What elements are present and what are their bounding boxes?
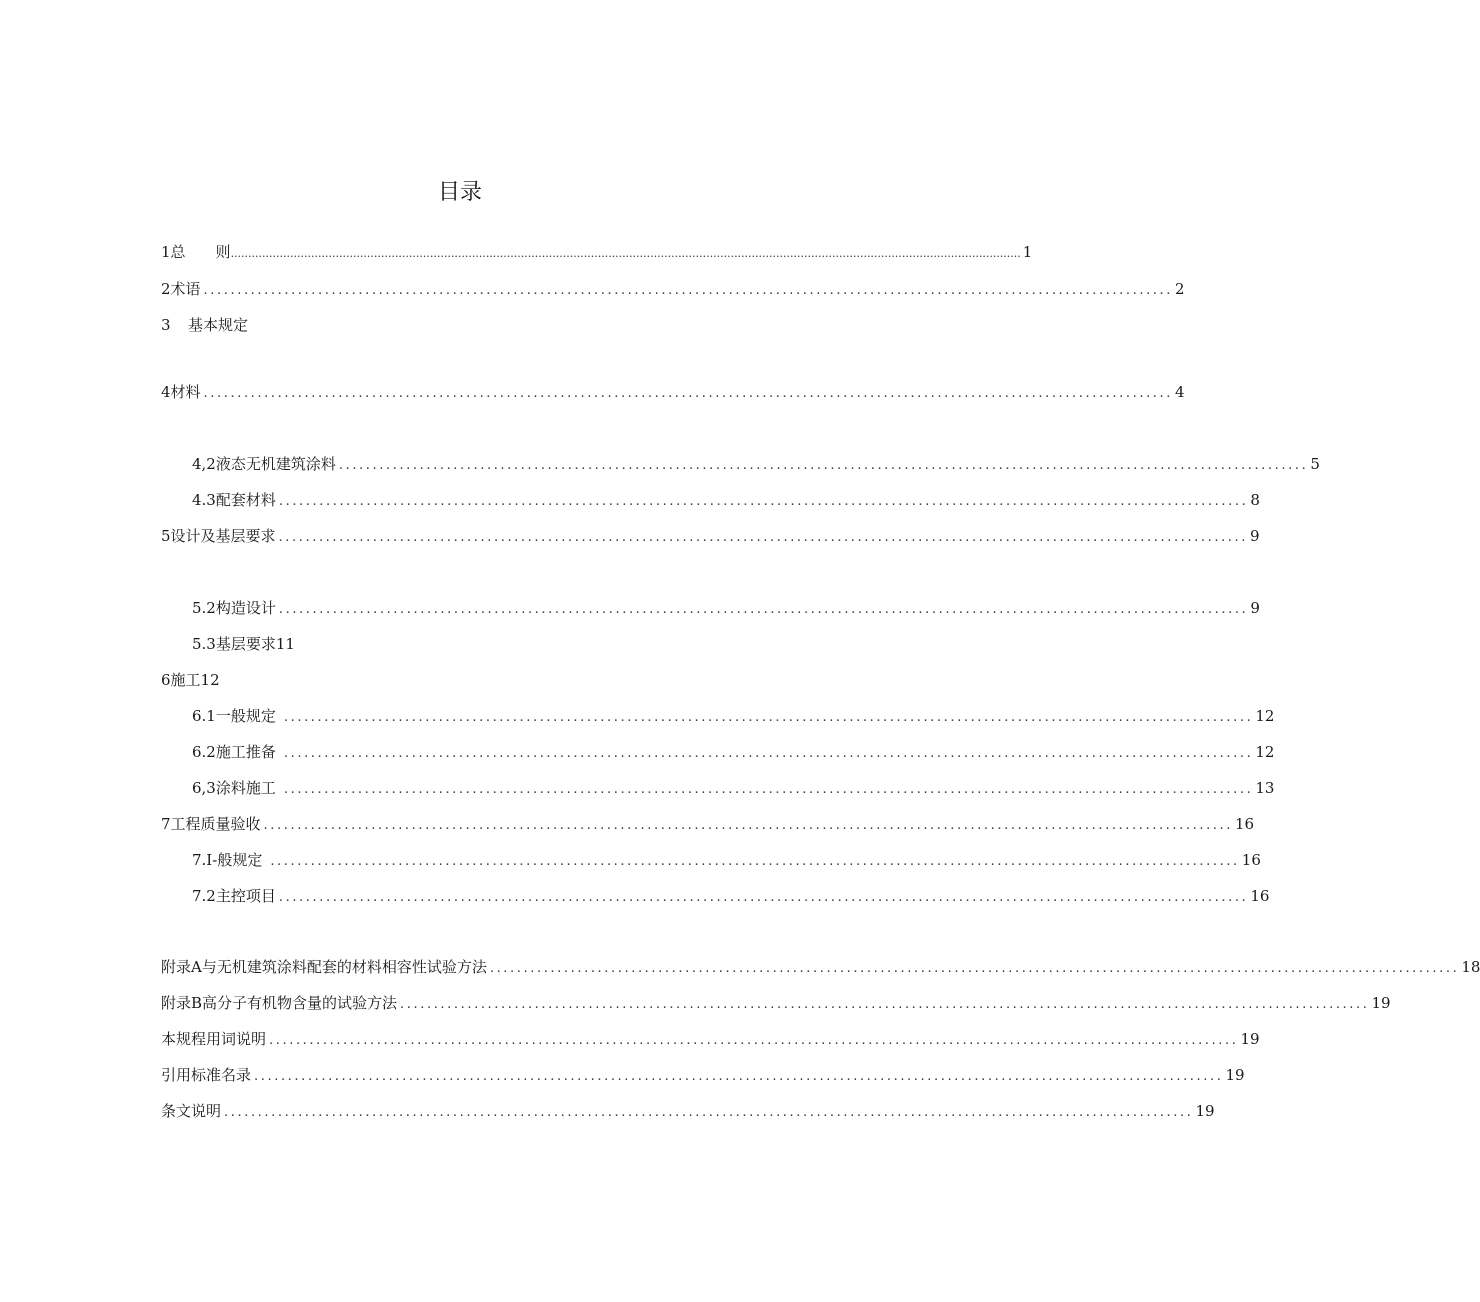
entry-label: 引用标准名录 xyxy=(161,1066,252,1084)
toc-entry[interactable] xyxy=(161,991,1391,1015)
toc-entry[interactable] xyxy=(161,1027,1260,1051)
entry-page: 19 xyxy=(1225,1066,1245,1084)
entry-label: 条文说明 xyxy=(161,1102,222,1120)
entry-page: 9 xyxy=(1250,599,1260,617)
entry-page: 5 xyxy=(1310,455,1320,473)
entry-page: 19 xyxy=(1240,1030,1260,1048)
dot-leader: ................................................................................................................................................ xyxy=(203,283,1174,298)
entry-number: 6.1 xyxy=(192,707,216,725)
entry-number: 6,3 xyxy=(192,779,216,797)
entry-number: 3 xyxy=(161,316,171,334)
toc-entry[interactable] xyxy=(161,955,1480,979)
entry-page: 12 xyxy=(1255,707,1275,725)
dot-leader: ................................................................................................................................................ xyxy=(278,890,1249,905)
entry-label: 5.2构造设计 xyxy=(192,599,276,617)
entry-page: 9 xyxy=(1250,527,1260,545)
entry-page: 2 xyxy=(1175,280,1185,298)
toc-entry[interactable] xyxy=(192,452,1320,476)
entry-page: 1 xyxy=(1022,243,1033,261)
dot-leader: ................................................................................................................................................ xyxy=(203,386,1174,401)
entry-page: 18 xyxy=(1461,958,1480,976)
dot-leader: ................................................................................................................................................ xyxy=(283,782,1254,797)
entry-page: 13 xyxy=(1255,779,1275,797)
entry-number: 6.2 xyxy=(192,743,216,761)
dot-leader: ................................................................................................................................................ xyxy=(269,1033,1239,1048)
toc-entry[interactable] xyxy=(192,704,1275,728)
toc-entry[interactable] xyxy=(192,884,1270,908)
toc-entry[interactable] xyxy=(161,240,1033,264)
entry-label: 4.3配套材料 xyxy=(192,491,276,509)
dot-leader: ................................................................................................................................................ xyxy=(278,530,1249,545)
entry-label: 一般规定 xyxy=(215,707,276,725)
dot-leader: ................................................................................................................................................ xyxy=(283,710,1254,725)
toc-entry[interactable] xyxy=(161,313,248,337)
entry-label: 5设计及基层要求 xyxy=(161,527,276,545)
entry-label: -般规定 xyxy=(212,851,263,869)
toc-entry[interactable] xyxy=(161,1099,1215,1123)
dot-leader: ................................................................................................................................................ xyxy=(278,602,1249,617)
entry-number: 7.I xyxy=(192,851,213,869)
entry-label: 4材料 xyxy=(161,383,201,401)
toc-entry[interactable] xyxy=(161,380,1185,404)
entry-page: 4 xyxy=(1175,383,1185,401)
entry-label: 2术语 xyxy=(161,280,201,298)
toc-entry[interactable] xyxy=(192,848,1261,872)
entry-page: 8 xyxy=(1250,491,1260,509)
toc-entry[interactable] xyxy=(161,277,1185,301)
entry-label: 本规程用词说明 xyxy=(161,1030,267,1048)
dot-leader: ................................................................................................................................................ xyxy=(283,746,1254,761)
entry-label: 施工推备 xyxy=(215,743,276,761)
dot-leader: ................................................................................................................................................ xyxy=(400,997,1370,1012)
entry-page: 19 xyxy=(1195,1102,1215,1120)
entry-label: 附录B高分子有机物含量的试验方法 xyxy=(161,994,398,1012)
entry-page: 16 xyxy=(1241,851,1261,869)
entry-label: 7工程质量验收 xyxy=(161,815,261,833)
dot-leader: ................................................................................................................................................ xyxy=(270,854,1240,869)
toc-entry[interactable] xyxy=(192,632,295,656)
entry-page: 19 xyxy=(1371,994,1391,1012)
dot-leader: .................................................................................................................................................................................................................................. xyxy=(230,247,1021,260)
entry-label: 4,2液态无机建筑涂料 xyxy=(192,455,336,473)
dot-leader: ................................................................................................................................................ xyxy=(338,458,1309,473)
dot-leader: ................................................................................................................................................ xyxy=(263,818,1234,833)
entry-text: 6施工12 xyxy=(161,671,220,689)
toc-entry[interactable] xyxy=(192,776,1275,800)
toc-entry[interactable] xyxy=(161,1063,1245,1087)
page-title: 目录 xyxy=(437,180,482,205)
entry-page: 16 xyxy=(1250,887,1270,905)
toc-entry[interactable] xyxy=(192,488,1260,512)
dot-leader: ................................................................................................................................................ xyxy=(254,1069,1224,1084)
entry-number: 1 xyxy=(161,243,171,261)
entry-label: 基本规定 xyxy=(188,316,249,334)
toc-entry[interactable] xyxy=(192,740,1275,764)
entry-label: 涂料施工 xyxy=(215,779,276,797)
entry-text: 5.3基层要求11 xyxy=(192,635,295,653)
toc-entry[interactable] xyxy=(161,524,1260,548)
toc-entry[interactable] xyxy=(192,596,1260,620)
dot-leader: ................................................................................................................................................ xyxy=(489,961,1460,976)
toc-entry[interactable] xyxy=(161,668,220,692)
entry-label: 7.2主控项目 xyxy=(192,887,276,905)
entry-page: 12 xyxy=(1255,743,1275,761)
entry-label: 附录A与无机建筑涂料配套的材料相容性试验方法 xyxy=(161,958,487,976)
dot-leader: ................................................................................................................................................ xyxy=(278,494,1249,509)
dot-leader: ................................................................................................................................................ xyxy=(224,1105,1194,1120)
entry-page: 16 xyxy=(1235,815,1255,833)
toc-entry[interactable] xyxy=(161,812,1255,836)
entry-label: 总 则 xyxy=(170,243,231,261)
